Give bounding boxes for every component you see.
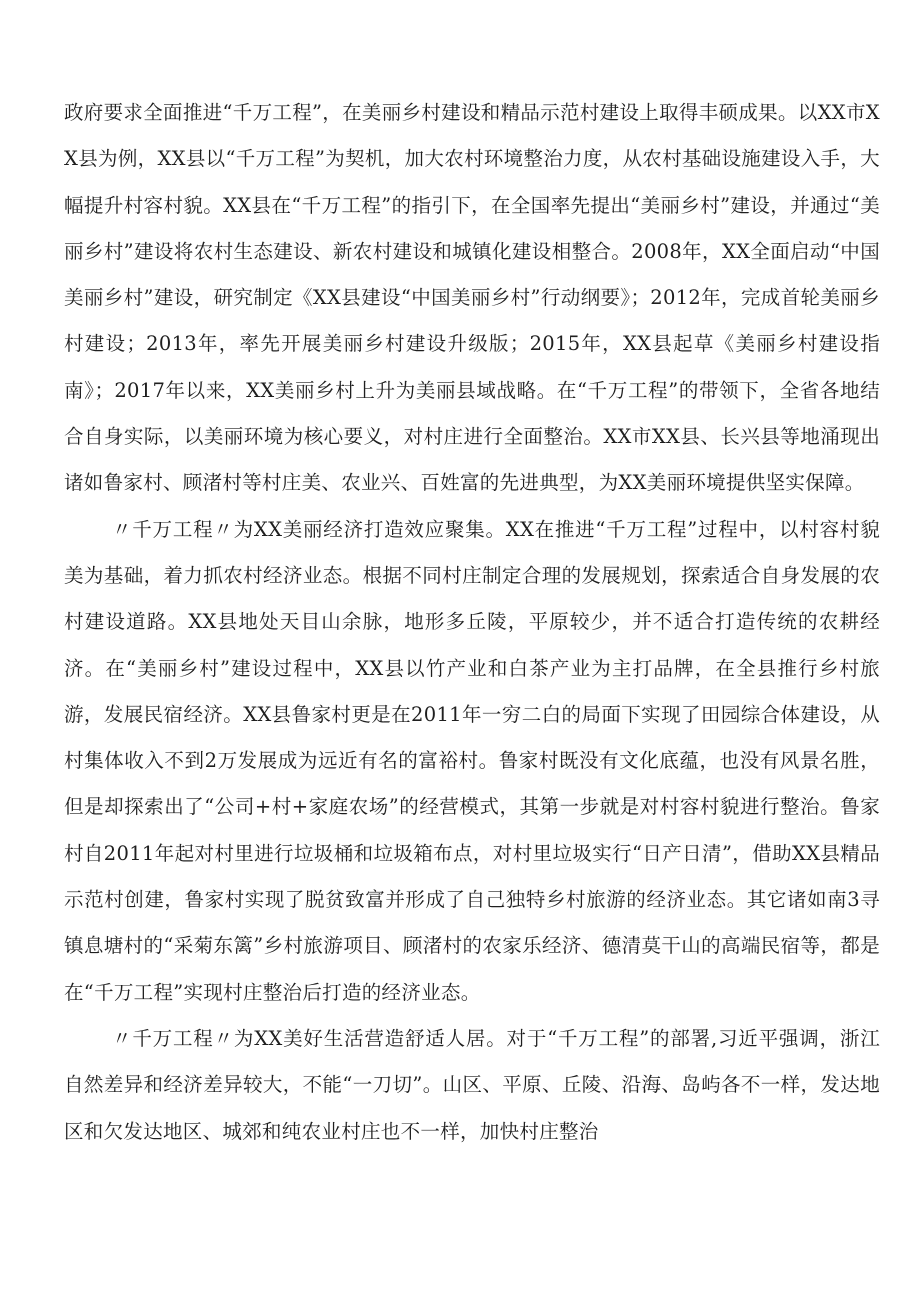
paragraph-beautiful-life: 〃千万工程〃为XX美好生活营造舒适人居。对于“千万工程”的部署,习近平强调，浙江自然差异和经济差异较大，不能“一刀切”。山区、平原、丘陵、沿海、岛屿各不一样，发达地区和欠发达地区、城郊和纯农业村庄也不一样，加快村庄整治	[64, 1026, 880, 1143]
paragraph-continuation: 政府要求全面推进“千万工程”，在美丽乡村建设和精品示范村建设上取得丰硕成果。以XX市XX县为例，XX县以“千万工程”为契机，加大农村环境整治力度，从农村基础设施建设入手，大幅提升村容村貌。XX县在“千万工程”的指引下，在全国率先提出“美丽乡村”建设，并通过“美丽乡村”建设将农村生态建设、新农村建设和城镇化建设相整合。2008年，XX全面启动“中国美丽乡村”建设，研究制定《XX县建设“中国美丽乡村”行动纲要》；2012年，完成首轮美丽乡村建设；2013年，率先开展美丽乡村建设升级版；2015年，XX县起草《美丽乡村建设指南》；2017年以来，XX美丽乡村上升为美丽县域战略。在“千万工程”的带领下，全省各地结合自身实际，以美丽环境为核心要义，对村庄进行全面整治。XX市XX县、长兴县等地涌现出诸如鲁家村、顾渚村等村庄美、农业兴、百姓富的先进典型，为XX美丽环境提供坚实保障。	[64, 101, 880, 495]
document-body	[64, 90, 880, 1155]
paragraph-beautiful-economy: 〃千万工程〃为XX美丽经济打造效应聚集。XX在推进“千万工程”过程中，以村容村貌美为基础，着力抓农村经济业态。根据不同村庄制定合理的发展规划，探索适合自身发展的农村建设道路。XX县地处天目山余脉，地形多丘陵，平原较少，并不适合打造传统的农耕经济。在“美丽乡村”建设过程中，XX县以竹产业和白茶产业为主打品牌，在全县推行乡村旅游，发展民宿经济。XX县鲁家村更是在2011年一穷二白的局面下实现了田园综合体建设，从村集体收入不到2万发展成为远近有名的富裕村。鲁家村既没有文化底蕴，也没有风景名胜，但是却探索出了“公司+村+家庭农场”的经营模式，其第一步就是对村容村貌进行整治。鲁家村自2011年起对村里进行垃圾桶和垃圾箱布点，对村里垃圾实行“日产日清”，借助XX县精品示范村创建，鲁家村实现了脱贫致富并形成了自己独特乡村旅游的经济业态。其它诸如南3寻镇息塘村的“采菊东篱”乡村旅游项目、顾渚村的农家乐经济、德清莫干山的高端民宿等，都是在“千万工程”实现村庄整治后打造的经济业态。	[64, 517, 880, 1004]
